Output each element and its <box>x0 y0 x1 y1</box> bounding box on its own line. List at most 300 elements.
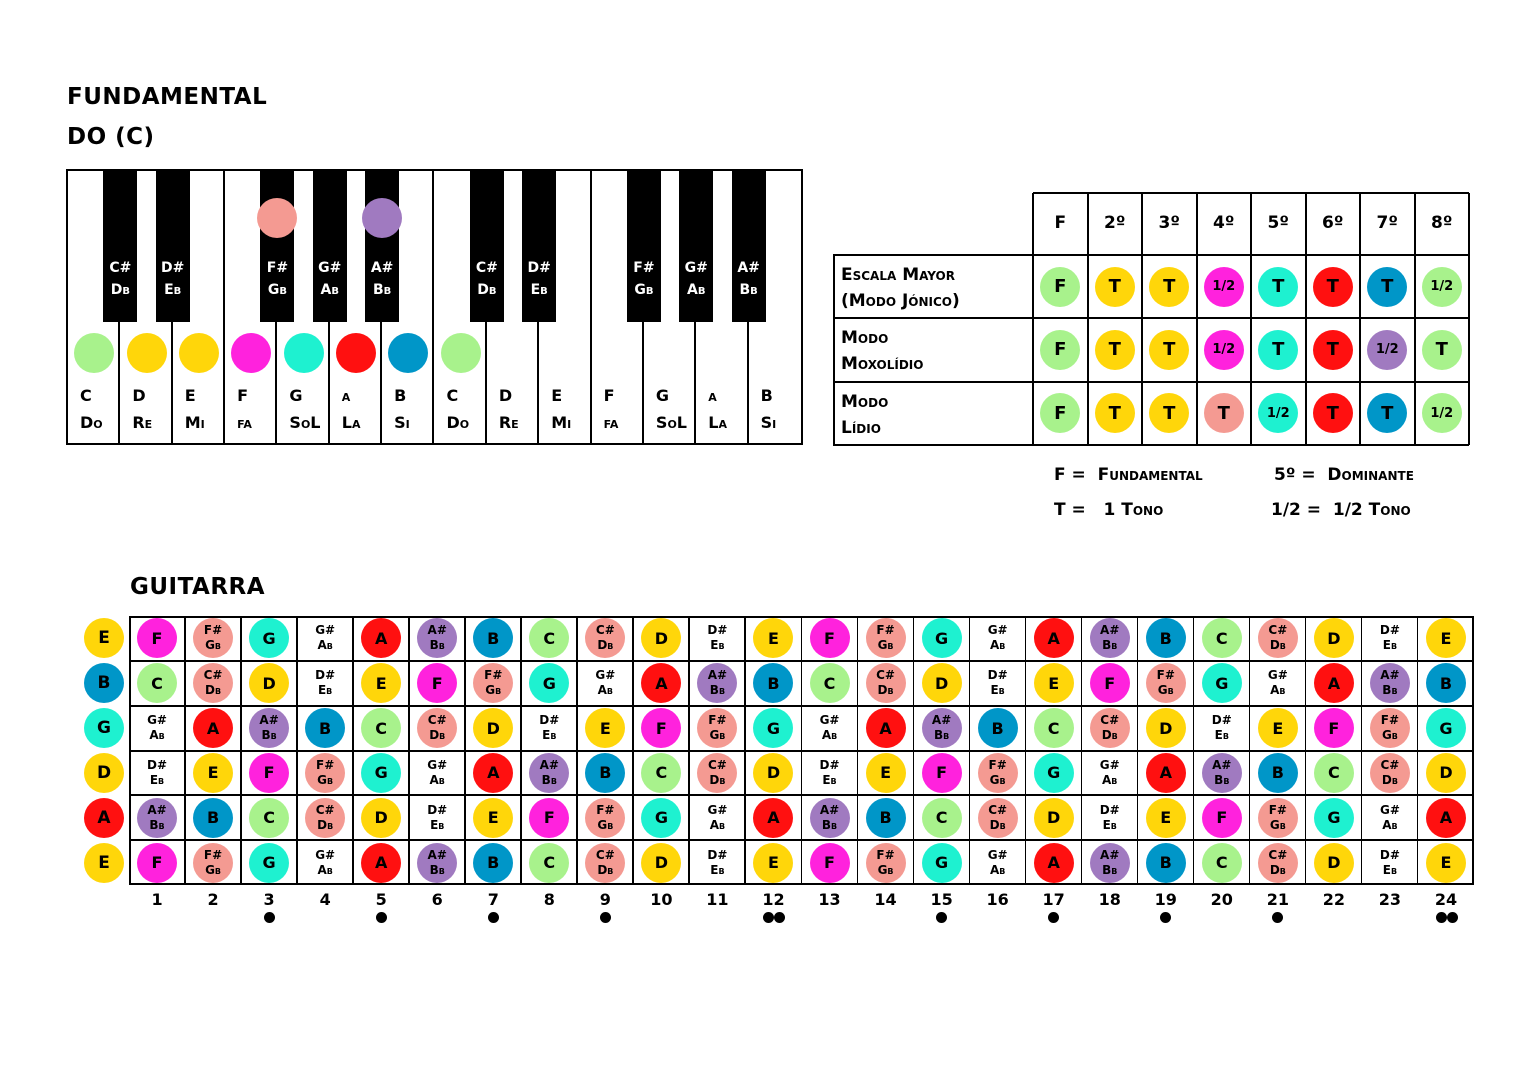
white-key-name: Do <box>446 413 470 432</box>
white-key-name: Si <box>760 413 777 432</box>
fret-note-flat: Ab <box>1270 683 1286 698</box>
fret-cell <box>970 751 1026 796</box>
fret-cell <box>914 795 970 840</box>
fret-note-sharp: C# <box>595 847 615 862</box>
fret-note-flat: Eb <box>317 683 333 698</box>
fret-note: A <box>1034 618 1074 658</box>
fret-note: G <box>249 843 289 883</box>
fret-note <box>305 843 345 883</box>
interval-marker: T <box>1313 393 1353 433</box>
fret-note-flat: Eb <box>149 772 165 787</box>
fret-note: B <box>1426 663 1466 703</box>
fret-cell <box>353 706 409 751</box>
fret-cell <box>1362 661 1418 706</box>
fret-note <box>978 618 1018 658</box>
fret-cell <box>353 751 409 796</box>
fret-cell <box>1138 616 1194 661</box>
fret-cell <box>1250 661 1306 706</box>
fret-note-sharp: G# <box>315 623 336 638</box>
fret-cell <box>633 661 689 706</box>
fret-note-sharp: G# <box>1099 757 1120 772</box>
fret-note <box>978 843 1018 883</box>
fret-cell <box>297 840 353 885</box>
table-row-label: Escala Mayor <box>841 265 955 285</box>
fret-note-sharp: F# <box>596 802 615 817</box>
fret-note: B <box>305 708 345 748</box>
fret-cell <box>689 795 745 840</box>
fret-cell <box>914 840 970 885</box>
fret-note: C <box>1034 708 1074 748</box>
fret-marker-dot <box>1160 912 1171 923</box>
interval-marker: 1/2 <box>1258 393 1298 433</box>
fret-note <box>305 618 345 658</box>
fret-note: D <box>753 753 793 793</box>
fret-cell <box>914 616 970 661</box>
black-key <box>522 171 556 322</box>
fret-note-flat: Db <box>1381 772 1398 787</box>
fret-note-sharp: A# <box>931 713 952 728</box>
fret-note: C <box>922 798 962 838</box>
fret-note-flat: Ab <box>317 638 333 653</box>
fret-note-sharp: G# <box>987 847 1008 862</box>
black-key-sharp: A# <box>737 260 760 276</box>
fret-cell <box>465 706 521 751</box>
fret-note-flat: Gb <box>877 862 894 877</box>
fret-note-sharp: A# <box>1380 668 1400 683</box>
fret-cell <box>745 840 801 885</box>
fret-note-flat: Eb <box>430 817 445 832</box>
fret-cell <box>1306 840 1362 885</box>
open-string-note: E <box>84 618 124 658</box>
fret-note <box>1258 663 1298 703</box>
fret-number: 7 <box>487 890 499 909</box>
table-header-cell: F <box>1054 213 1067 233</box>
fret-note-flat: Gb <box>317 772 334 787</box>
fret-note: F <box>1314 708 1354 748</box>
fret-cell <box>1194 616 1250 661</box>
black-key <box>156 171 190 322</box>
fret-note-sharp: F# <box>484 668 503 683</box>
fret-note <box>1202 708 1242 748</box>
fret-note-flat: Bb <box>429 862 445 877</box>
fret-note-sharp: F# <box>203 623 223 638</box>
fret-note: B <box>473 618 513 658</box>
table-header-cell: 2º <box>1104 213 1126 233</box>
fret-note: A <box>1034 843 1074 883</box>
table-vline <box>833 255 835 445</box>
black-key-flat: Eb <box>530 282 548 298</box>
fret-cell <box>1194 751 1250 796</box>
fret-cell <box>970 840 1026 885</box>
fret-cell <box>241 616 297 661</box>
white-key-letter: C <box>80 386 92 405</box>
fret-note-flat: Eb <box>710 638 725 653</box>
fret-note-flat: Db <box>1269 638 1286 653</box>
table-header-cell: 5º <box>1267 213 1289 233</box>
fret-note-flat: Bb <box>541 772 557 787</box>
fret-cell <box>129 795 185 840</box>
fret-note-flat: Bb <box>261 728 277 743</box>
fret-marker-dot <box>936 912 947 923</box>
fret-note <box>1258 843 1298 883</box>
fret-note: B <box>585 753 625 793</box>
black-key-sharp: F# <box>633 260 655 276</box>
fret-note-sharp: C# <box>595 623 615 638</box>
fret-number: 21 <box>1266 890 1289 909</box>
fret-note: D <box>1426 753 1466 793</box>
white-key-name: fa <box>237 413 252 432</box>
fret-cell <box>409 616 465 661</box>
fret-number: 2 <box>207 890 219 909</box>
root-note-heading: DO (C) <box>67 124 155 150</box>
fret-cell <box>633 706 689 751</box>
fret-note-sharp: G# <box>819 713 840 728</box>
legend-dominant: 5º = Dominante <box>1274 465 1414 485</box>
fret-note-sharp: D# <box>707 623 728 638</box>
white-key-name: Si <box>394 413 410 432</box>
guitar-fretboard <box>129 616 1474 885</box>
fret-cell <box>914 706 970 751</box>
fret-marker-dot <box>1048 912 1059 923</box>
fret-note-flat: Db <box>1101 728 1118 743</box>
fret-note <box>585 798 625 838</box>
white-key-name: Mi <box>551 413 572 432</box>
fret-cell <box>1306 661 1362 706</box>
fret-cell <box>521 840 577 885</box>
fret-cell <box>129 661 185 706</box>
fret-cell <box>970 795 1026 840</box>
fret-note: F <box>1090 663 1130 703</box>
fret-note: A <box>473 753 513 793</box>
fret-note: B <box>193 798 233 838</box>
fret-note: G <box>1202 663 1242 703</box>
fret-cell <box>802 616 858 661</box>
fret-note <box>922 708 962 748</box>
fret-note: D <box>1314 618 1354 658</box>
fret-cell <box>1362 751 1418 796</box>
fret-cell <box>633 795 689 840</box>
fret-cell <box>297 751 353 796</box>
fret-cell <box>465 751 521 796</box>
open-string-note: D <box>84 753 124 793</box>
fret-cell <box>241 706 297 751</box>
fret-note <box>697 663 737 703</box>
black-key-sharp: G# <box>684 260 708 276</box>
fret-cell <box>1250 616 1306 661</box>
fret-cell <box>1418 661 1474 706</box>
guitar-heading: GUITARRA <box>130 574 266 600</box>
black-key-flat: Ab <box>320 282 340 298</box>
fret-note-sharp: D# <box>147 757 168 772</box>
white-key-name: SoL <box>289 413 321 432</box>
fret-note <box>1370 663 1410 703</box>
fret-note: E <box>1258 708 1298 748</box>
fret-cell <box>1306 751 1362 796</box>
fret-note <box>810 798 850 838</box>
fret-note: G <box>249 618 289 658</box>
fret-note-sharp: C# <box>707 757 727 772</box>
fret-cell <box>802 706 858 751</box>
fret-number: 1 <box>151 890 163 909</box>
fret-note: C <box>1202 843 1242 883</box>
fret-note-sharp: C# <box>1268 847 1288 862</box>
fret-note <box>249 708 289 748</box>
fret-note: E <box>1426 843 1466 883</box>
fret-note: C <box>1314 753 1354 793</box>
white-key-letter: E <box>184 386 196 405</box>
fret-note-sharp: A# <box>147 802 167 817</box>
fret-note: B <box>866 798 906 838</box>
fret-number: 14 <box>874 890 897 909</box>
fret-note: E <box>361 663 401 703</box>
fret-note <box>697 618 737 658</box>
fret-note-sharp: D# <box>987 668 1008 683</box>
fret-note: A <box>1146 753 1186 793</box>
fret-number: 20 <box>1210 890 1233 909</box>
fret-note-sharp: F# <box>708 713 727 728</box>
fret-note-flat: Ab <box>1102 772 1118 787</box>
fret-cell <box>185 706 241 751</box>
table-header-cell: 7º <box>1376 213 1398 233</box>
interval-marker: T <box>1204 393 1244 433</box>
fret-note-flat: Db <box>317 817 334 832</box>
fret-cell <box>1082 751 1138 796</box>
fret-cell <box>1418 795 1474 840</box>
fret-note-sharp: F# <box>876 623 895 638</box>
fret-cell <box>185 751 241 796</box>
fret-note-sharp: G# <box>707 802 728 817</box>
fret-note-sharp: C# <box>1100 713 1120 728</box>
fret-note-flat: Gb <box>1269 817 1286 832</box>
fret-cell <box>1362 706 1418 751</box>
fret-note: E <box>753 843 793 883</box>
fret-note: C <box>137 663 177 703</box>
interval-marker: T <box>1367 393 1407 433</box>
fret-note: G <box>922 843 962 883</box>
fret-note-flat: Gb <box>205 862 222 877</box>
fret-cell <box>185 661 241 706</box>
fret-cell <box>633 840 689 885</box>
fret-cell <box>521 795 577 840</box>
fret-cell <box>577 840 633 885</box>
fret-cell <box>185 795 241 840</box>
fret-cell <box>1418 616 1474 661</box>
fret-note-flat: Eb <box>822 772 837 787</box>
fret-note-flat: Gb <box>877 638 894 653</box>
fret-note-flat: Ab <box>1382 817 1398 832</box>
fret-note: C <box>810 663 850 703</box>
interval-marker: T <box>1313 330 1353 370</box>
fret-marker-double-dot <box>774 912 785 923</box>
fret-note-sharp: C# <box>203 668 223 683</box>
fret-note-sharp: G# <box>1379 802 1400 817</box>
fret-note <box>137 708 177 748</box>
black-key <box>627 171 661 322</box>
legend-tone: T = 1 Tono <box>1054 500 1164 520</box>
fret-marker-double-dot <box>1447 912 1458 923</box>
fret-cell <box>1026 661 1082 706</box>
fret-note: F <box>810 618 850 658</box>
fret-cell <box>745 706 801 751</box>
white-key-letter: D <box>132 386 146 405</box>
fret-cell <box>241 840 297 885</box>
fret-note-flat: Bb <box>709 683 726 698</box>
fret-note <box>1370 798 1410 838</box>
fret-note-sharp: F# <box>203 847 223 862</box>
fret-cell <box>802 751 858 796</box>
fret-cell <box>521 751 577 796</box>
fret-cell <box>1082 661 1138 706</box>
fret-cell <box>577 795 633 840</box>
fret-note: B <box>1146 843 1186 883</box>
black-key-note-dot <box>362 198 402 238</box>
fret-cell <box>241 661 297 706</box>
fret-note-sharp: F# <box>1156 668 1175 683</box>
fret-cell <box>1082 706 1138 751</box>
fret-note-flat: Eb <box>990 683 1005 698</box>
fret-note <box>1370 618 1410 658</box>
fret-note: D <box>641 843 681 883</box>
fret-note-sharp: F# <box>988 757 1007 772</box>
fret-note <box>1370 753 1410 793</box>
piano-keyboard <box>66 169 803 445</box>
fret-note <box>417 753 457 793</box>
interval-marker: 1/2 <box>1422 267 1462 307</box>
fret-cell <box>1026 706 1082 751</box>
interval-marker: 1/2 <box>1204 330 1244 370</box>
fret-note-flat: Gb <box>1381 728 1398 743</box>
fret-cell <box>521 661 577 706</box>
table-header-cell: 3º <box>1158 213 1180 233</box>
fret-note <box>810 708 850 748</box>
fret-number: 5 <box>375 890 387 909</box>
interval-marker: T <box>1095 393 1135 433</box>
fret-note <box>1370 708 1410 748</box>
black-key <box>260 171 294 322</box>
fret-note-flat: Ab <box>989 862 1006 877</box>
fret-marker-dot <box>1272 912 1283 923</box>
fret-cell <box>353 616 409 661</box>
fret-cell <box>409 840 465 885</box>
fret-note-sharp: F# <box>876 847 895 862</box>
fret-note-flat: Eb <box>1382 862 1398 877</box>
black-key <box>103 171 137 322</box>
fret-note: D <box>922 663 962 703</box>
fret-marker-dot <box>600 912 611 923</box>
fret-note: C <box>529 618 569 658</box>
interval-marker: 1/2 <box>1367 330 1407 370</box>
fret-note <box>585 663 625 703</box>
fret-cell <box>353 840 409 885</box>
fret-cell <box>1418 840 1474 885</box>
fret-cell <box>970 616 1026 661</box>
fret-note: B <box>1258 753 1298 793</box>
fret-note: A <box>193 708 233 748</box>
black-key-sharp: A# <box>370 260 394 276</box>
fret-cell <box>633 751 689 796</box>
fret-note: F <box>417 663 457 703</box>
fret-number: 12 <box>762 890 785 909</box>
fret-note-flat: Eb <box>542 728 557 743</box>
open-string-note: G <box>84 708 124 748</box>
fret-note-flat: Eb <box>710 862 725 877</box>
fret-note <box>978 753 1018 793</box>
fret-note-flat: Ab <box>429 772 445 787</box>
fret-number: 6 <box>431 890 443 909</box>
fret-note: G <box>922 618 962 658</box>
table-row-label-2: (Modo Jónico) <box>841 291 960 311</box>
fret-note: B <box>1146 618 1186 658</box>
black-key-sharp: D# <box>161 260 185 276</box>
fret-note-flat: Gb <box>597 817 614 832</box>
white-key-letter: E <box>551 386 563 405</box>
fret-note-sharp: D# <box>1099 802 1120 817</box>
interval-marker: F <box>1040 330 1080 370</box>
black-key-sharp: D# <box>527 260 551 276</box>
fret-cell <box>1306 706 1362 751</box>
fret-cell <box>1250 706 1306 751</box>
fret-note-sharp: F# <box>1380 713 1400 728</box>
fret-cell <box>521 616 577 661</box>
fret-note-sharp: G# <box>987 623 1008 638</box>
fret-cell <box>1250 840 1306 885</box>
fret-number: 24 <box>1434 890 1458 909</box>
fret-cell <box>689 661 745 706</box>
fret-cell <box>465 795 521 840</box>
black-key-flat: Db <box>110 282 130 298</box>
fret-note <box>697 753 737 793</box>
interval-marker: F <box>1040 267 1080 307</box>
fret-cell <box>129 840 185 885</box>
fret-note-sharp: C# <box>1268 623 1288 638</box>
fret-note-flat: Bb <box>1102 862 1118 877</box>
fret-note-sharp: D# <box>1379 623 1400 638</box>
fret-note-flat: Db <box>429 728 446 743</box>
fret-cell <box>1418 751 1474 796</box>
white-key-note-dot <box>441 333 481 373</box>
fret-note-sharp: A# <box>707 668 728 683</box>
fret-cell <box>1082 616 1138 661</box>
table-row-label-2: Moxolídio <box>841 354 924 375</box>
fret-note-sharp: D# <box>1379 847 1400 862</box>
fret-number: 10 <box>650 890 673 909</box>
table-row-label-2: Lídio <box>841 417 881 438</box>
fret-note-sharp: D# <box>707 847 728 862</box>
fret-cell <box>1194 661 1250 706</box>
fret-cell <box>1138 661 1194 706</box>
fret-note <box>697 708 737 748</box>
fret-cell <box>858 661 914 706</box>
black-key <box>732 171 766 322</box>
fret-note: C <box>1202 618 1242 658</box>
fret-cell <box>353 795 409 840</box>
fret-note: E <box>753 618 793 658</box>
fret-note: A <box>1426 798 1466 838</box>
fret-note-flat: Db <box>205 683 222 698</box>
fret-cell <box>577 751 633 796</box>
black-key-flat: Gb <box>634 282 654 298</box>
fret-note: F <box>137 843 177 883</box>
fret-note: E <box>866 753 906 793</box>
black-key-sharp: G# <box>318 260 342 276</box>
fret-cell <box>241 795 297 840</box>
fret-cell <box>521 706 577 751</box>
fret-cell <box>858 616 914 661</box>
fret-note-sharp: A# <box>259 713 279 728</box>
fret-note-sharp: D# <box>1211 713 1232 728</box>
fret-note-sharp: A# <box>539 757 559 772</box>
white-key-name: La <box>341 413 361 432</box>
